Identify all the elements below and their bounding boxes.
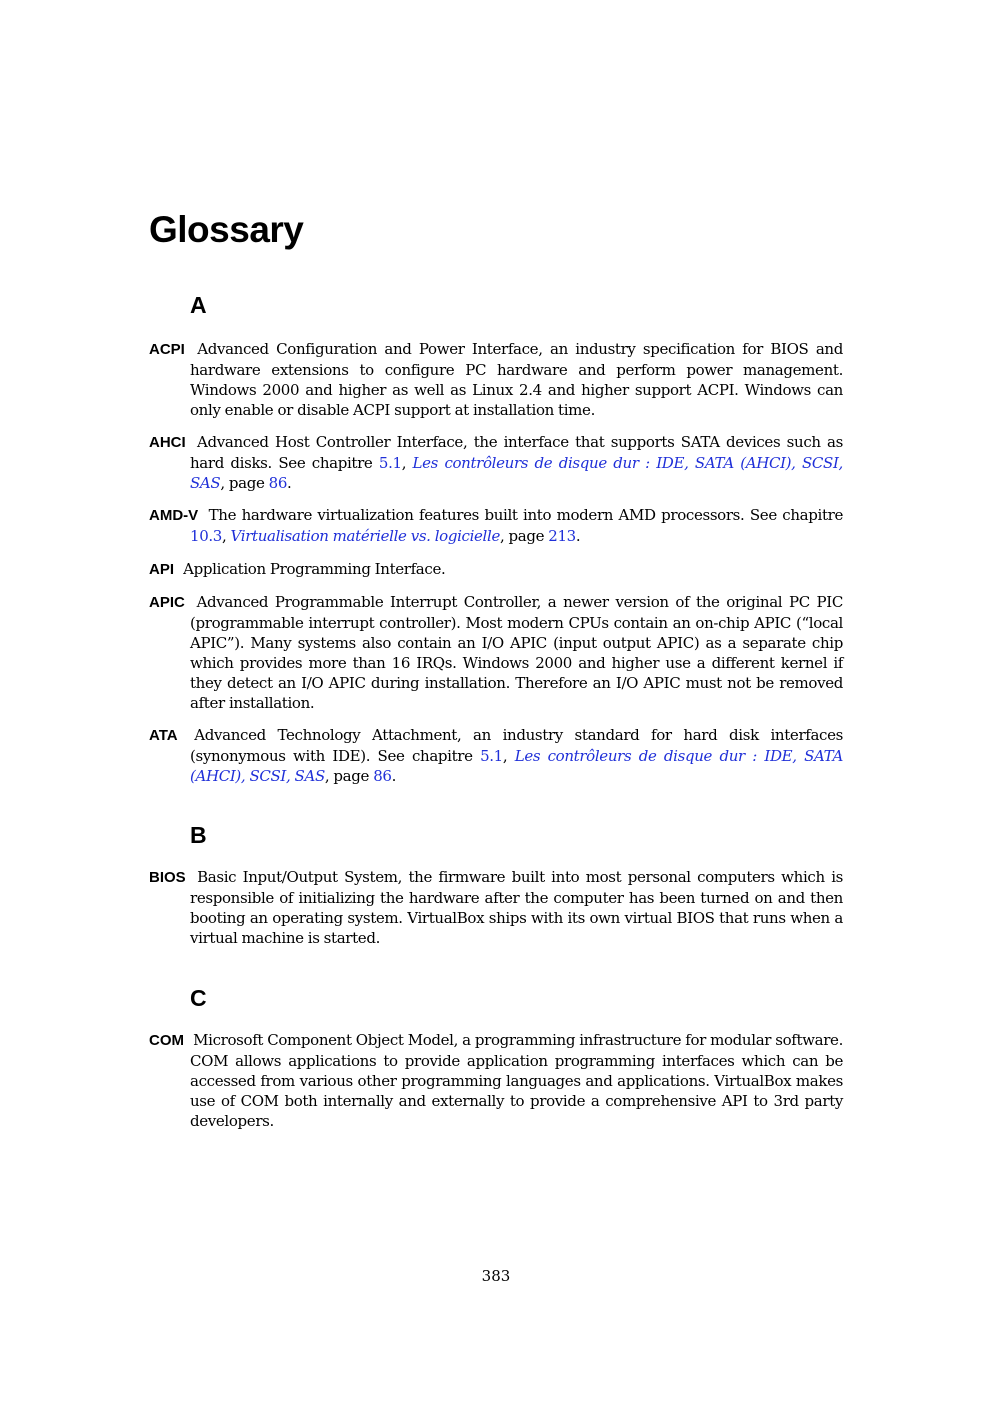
section-heading-b: B <box>190 822 207 848</box>
page-number: 383 <box>481 1267 511 1285</box>
page-number-link[interactable]: 86 <box>373 767 392 785</box>
glossary-definition: Advanced Host Controller Interface, the interface that supports SATA devices such as hard disks. See chapitre <box>190 433 843 472</box>
glossary-entry-amd-v: AMD-V The hardware virtualization features built into modern AMD processors. See chapitre 10.3, Virtualisation matérielle vs. logicielle, page 213. <box>149 506 843 545</box>
section-heading-c: C <box>190 985 207 1011</box>
chapter-number-link[interactable]: 5.1 <box>378 454 402 472</box>
glossary-definition: The hardware virtualization features built into modern AMD processors. See chapitre <box>208 506 843 524</box>
glossary-entry-apic <box>149 592 843 713</box>
glossary-entry-acpi <box>149 339 843 420</box>
glossary-term: AMD-V <box>149 507 199 524</box>
chapter-number-link[interactable]: 10.3 <box>190 527 222 545</box>
page-number-link[interactable]: 213 <box>548 527 576 545</box>
page-label: , page <box>324 767 370 785</box>
glossary-term: ATA <box>149 727 178 744</box>
glossary-term: AHCI <box>149 434 186 451</box>
section-heading-a: A <box>190 292 207 318</box>
glossary-definition: Application Programming Interface. <box>183 560 446 578</box>
glossary-term: COM <box>149 1032 184 1049</box>
glossary-entry-com <box>149 1030 843 1131</box>
chapter-title-link[interactable]: Les contrôleurs de disque dur : IDE, SATA (AHCI), SCSI, SAS <box>190 747 843 785</box>
glossary-definition: Advanced Configuration and Power Interface, an industry specification for BIOS and hardware extensions to configure PC hardware and perform power management. Windows 2000 and higher as well as Linux 2.4 and higher support ACPI. Windows can only enable or disable ACPI support at installation time. <box>190 340 843 419</box>
glossary-definition: Microsoft Component Object Model, a programming infrastructure for modular software. COM allows applications to provide application programming interfaces which can be accessed from various other programming languages and applications. VirtualBox makes use of COM both internally and externally to provide a comprehensive API to 3rd party developers. <box>190 1031 843 1130</box>
page-title: Glossary <box>149 209 304 250</box>
chapter-title-link[interactable]: Les contrôleurs de disque dur : IDE, SATA (AHCI), SCSI, SAS <box>190 454 843 492</box>
glossary-term: API <box>149 561 175 578</box>
glossary-definition: Advanced Technology Attachment, an industry standard for hard disk interfaces (synonymous with IDE). See chapitre <box>190 726 843 765</box>
glossary-definition: Advanced Programmable Interrupt Controller, a newer version of the original PC PIC (programmable interrupt controller). Most modern CPUs contain an on-chip APIC (“local APIC”). Many systems also contain an I/O APIC (input output APIC) as a separate chip which provides more than 16 IRQs. Windows 2000 and higher use a different kernel if they detect an I/O APIC during installation. Therefore an I/O APIC must not be removed after installation. <box>190 593 843 712</box>
page-label: , page <box>499 527 545 545</box>
glossary-entry-ata: ATA Advanced Technology Attachment, an industry standard for hard disk interfaces (synonymous with IDE). See chapitre 5.1, Les contrôleurs de disque dur : IDE, SATA (AHCI), SCSI, SAS, page 86. <box>149 726 843 785</box>
page-number-link[interactable]: 86 <box>268 474 288 492</box>
glossary-entry-api <box>149 559 843 580</box>
glossary-term: ACPI <box>149 341 185 358</box>
chapter-title-link[interactable]: Virtualisation matérielle vs. logicielle <box>230 527 500 545</box>
glossary-definition: Basic Input/Output System, the firmware built into most personal computers which is responsible of initializing the hardware after the computer has been turned on and then booting an operating system. VirtualBox ships with its own virtual BIOS that runs when a virtual machine is started. <box>190 868 843 947</box>
page-label: , page <box>220 474 265 492</box>
chapter-number-link[interactable]: 5.1 <box>480 747 503 765</box>
glossary-entry-ahci: AHCI Advanced Host Controller Interface, the interface that supports SATA devices such as hard disks. See chapitre 5.1, Les contrôleurs de disque dur : IDE, SATA (AHCI), SCSI, SAS, page 86. <box>149 433 843 492</box>
glossary-term: APIC <box>149 594 185 611</box>
glossary-entry-bios <box>149 867 843 948</box>
glossary-term: BIOS <box>149 869 186 886</box>
